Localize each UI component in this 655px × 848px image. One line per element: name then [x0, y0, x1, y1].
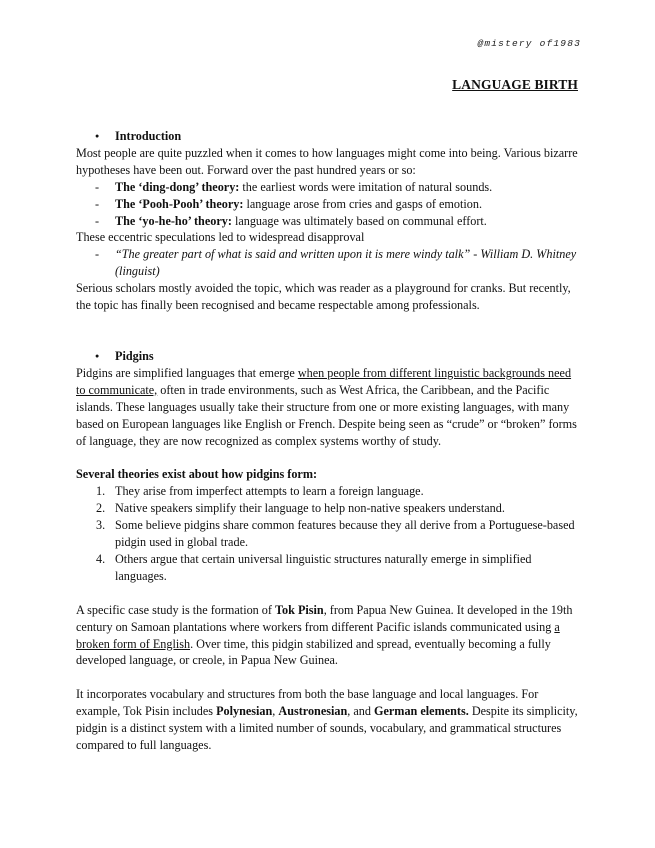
theory-item: - The ‘Pooh-Pooh’ theory: language arose from cries and gasps of emotion. [95, 196, 483, 211]
theories-heading: Several theories exist about how pidgins form: [76, 467, 318, 482]
list-item: 2. Native speakers simplify their language to help non-native speakers understand. [96, 501, 505, 516]
vocabulary-paragraph: It incorporates vocabulary and structures from both the base language and local languages. For example, Tok Pisin includes Polynesian, Austronesian, and German elements. Despite its simplicity, pidgin is a distinct system with a limited number of sounds, vocabulary, and grammatical structures compared to full languages. [76, 687, 578, 753]
document-body [76, 128, 578, 754]
list-item: 1. They arise from imperfect attempts to learn a foreign language. [96, 484, 424, 499]
author-handle: @mistery of1983 [477, 38, 581, 49]
pidgins-heading: ● Pidgins [76, 348, 578, 365]
list-item: 3. Some believe pidgins share common features because they all derive from a Portuguese-based pidgin used in global trade. [96, 518, 575, 550]
document-title: LANGUAGE BIRTH [452, 77, 578, 92]
pidgins-paragraph: Pidgins are simplified languages that emerge when people from different linguistic backgrounds need to communicate, often in trade environments, such as West Africa, the Caribbean, and the Pacific islands. These languages usually take their structure from one or more existing languages, with many based on European languages like English or French. Despite being seen as “crude” or “broken” forms of language, they are now recognized as complex systems worthy of study. [76, 365, 577, 448]
list-item: 4. Others argue that certain universal linguistic structures naturally emerge in simplified languages. [96, 551, 532, 583]
theory-list [76, 179, 578, 230]
case-study-paragraph: A specific case study is the formation of Tok Pisin, from Papua New Guinea. It developed in the 19th century on Samoan plantations where workers from different Pacific islands communicated using a broken form of English. Over time, this pidgin stabilized and spread, eventually becoming a fully developed language, or creole, in Papua New Guinea. [76, 602, 573, 668]
quote-item: - “The greater part of what is said and written upon it is mere windy talk” - William D. Whitney (linguist) [95, 247, 577, 279]
theory-item: - The ‘ding-dong’ theory: the earliest words were imitation of natural sounds. [95, 179, 493, 194]
theory-item: - The ‘yo-he-ho’ theory: language was ultimately based on communal effort. [95, 213, 487, 228]
intro-heading: ● Introduction [76, 128, 578, 145]
pidgin-theory-list [76, 483, 578, 584]
intro-lead: Most people are quite puzzled when it comes to how languages might come into being. Various bizarre hypotheses have been out. Forward over the past hundred years or so: [76, 145, 578, 177]
disapproval-text: These eccentric speculations led to widespread disapproval [76, 230, 365, 245]
intro-closing: Serious scholars mostly avoided the topic, which was reader as a playground for cranks. But recently, the topic has finally been recognised and became respectable among professionals. [76, 281, 571, 313]
quote-list [76, 246, 578, 280]
